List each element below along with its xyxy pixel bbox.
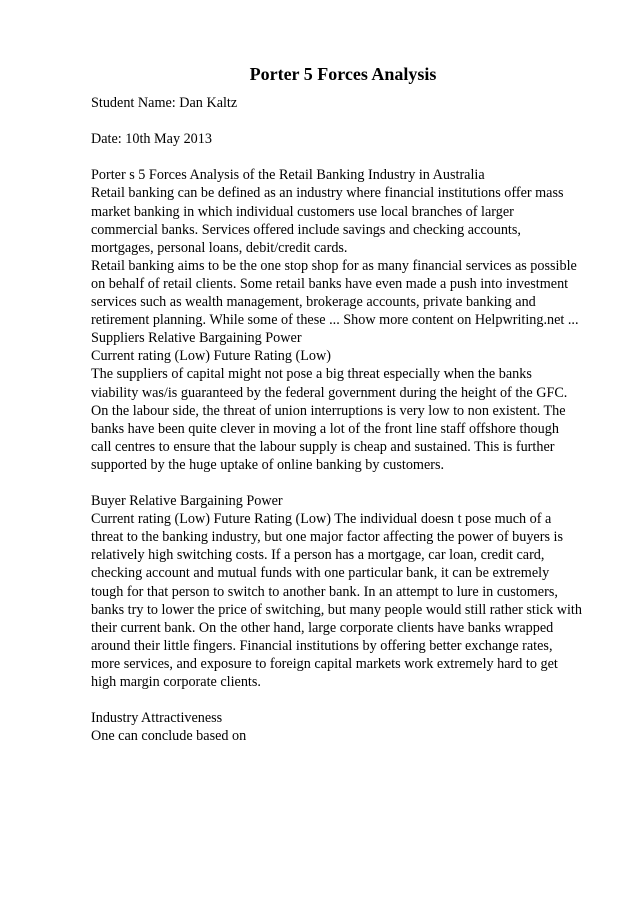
intro-line: on behalf of retail clients. Some retail banks have even made a push into investment <box>91 275 569 292</box>
intro-line: Retail banking aims to be the one stop shop for as many financial services as possible <box>91 257 577 274</box>
blank-line <box>91 474 611 492</box>
attractiveness-line: One can conclude based on <box>91 728 247 745</box>
intro-line: retirement planning. While some of these ... Show more content on Helpwriting.net ... <box>91 312 579 329</box>
suppliers-line: call centres to ensure that the labour supply is cheap and sustained. This is further <box>91 438 555 455</box>
buyer-line: checking account and mutual funds with one particular bank, it can be extremely <box>91 565 550 582</box>
buyer-line: their current bank. On the other hand, large corporate clients have banks wrapped <box>91 619 554 636</box>
suppliers-line: supported by the huge uptake of online banking by customers. <box>91 456 445 473</box>
student-name: Student Name: Dan Kaltz <box>91 95 238 111</box>
document-title: Porter 5 Forces Analysis <box>249 64 437 84</box>
suppliers-line: On the labour side, the threat of union interruptions is very low to non existent. The <box>91 402 566 419</box>
intro-line: mortgages, personal loans, debit/credit cards. <box>91 239 348 256</box>
intro-line: services such as wealth management, brokerage accounts, private banking and <box>91 294 536 311</box>
suppliers-line: The suppliers of capital might not pose a big threat especially when the banks <box>91 366 532 383</box>
document-body <box>91 94 611 745</box>
blank-line <box>91 112 611 130</box>
buyer-line: around their little fingers. Financial institutions by offering better exchange rates, <box>91 637 553 654</box>
buyer-heading: Buyer Relative Bargaining Power <box>91 493 283 510</box>
suppliers-rating: Current rating (Low) Future Rating (Low) <box>91 348 331 365</box>
buyer-line: more services, and exposure to foreign capital markets work extremely hard to get <box>91 655 558 672</box>
buyer-line: Current rating (Low) Future Rating (Low) The individual doesn t pose much of a <box>91 511 552 528</box>
buyer-line: tough for that person to switch to another bank. In an attempt to lure in customers, <box>91 583 558 600</box>
buyer-line: high margin corporate clients. <box>91 674 261 690</box>
attractiveness-heading: Industry Attractiveness <box>91 710 223 727</box>
buyer-section <box>91 492 611 691</box>
intro-heading: Porter s 5 Forces Analysis of the Retail Banking Industry in Australia <box>91 167 485 184</box>
suppliers-line: banks have been quite clever in moving a lot of the front line staff offshore though <box>91 420 559 437</box>
intro-section <box>91 166 611 474</box>
attractiveness-section <box>91 709 611 745</box>
buyer-line: relatively high switching costs. If a person has a mortgage, car loan, credit card, <box>91 547 545 564</box>
buyer-line: threat to the banking industry, but one major factor affecting the power of buyers is <box>91 529 563 546</box>
suppliers-line: viability was/is guaranteed by the federal government during the height of the GFC. <box>91 384 568 401</box>
document-date: Date: 10th May 2013 <box>91 131 212 148</box>
intro-line: commercial banks. Services offered include savings and checking accounts, <box>91 221 521 238</box>
intro-line: market banking in which individual customers use local branches of larger <box>91 203 514 220</box>
suppliers-heading: Suppliers Relative Bargaining Power <box>91 330 302 347</box>
blank-line <box>91 148 611 166</box>
blank-line <box>91 691 611 709</box>
intro-line: Retail banking can be defined as an industry where financial institutions offer mass <box>91 185 564 202</box>
buyer-line: banks try to lower the price of switching, but many people would still rather stick with <box>91 601 582 618</box>
